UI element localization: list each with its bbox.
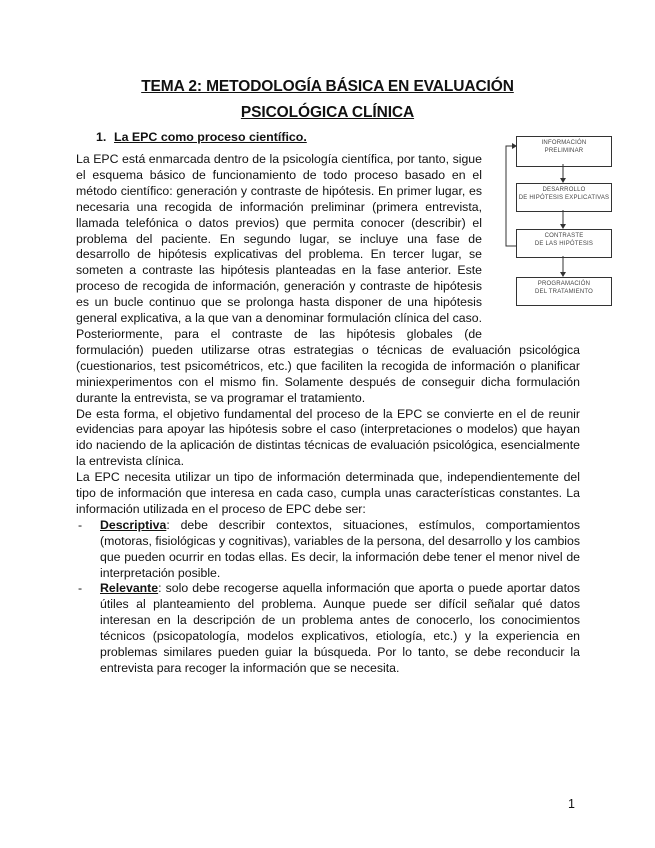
paragraph-1: La EPC está enmarcada dentro de la psicología científica, por tanto, sigue el esquema básico de funcionamiento de todo proceso basado en el método científico: generación y contraste de hipótesis. En primer lugar, es necesaria una recogida de información preliminar (primera entrevista, llamada telefónica o datos previos) que permita conocer (describir) el problema del paciente. En segundo lugar, se incluye una fase de desarrollo de hipótesis explicativas del problema. En tercer lugar, se someten a contraste las hipótesis planteadas en la fase anterior. Este proceso de recogida de información, generación y contraste de hipótesis es un bucle continuo que se prolonga hasta disponer de una hipótesis general explicativa, a la que van a denominar formulación clínica del caso. Posteriormente, para el contraste de las hipótesis globales (de formulación) pueden utilizarse otras estrategias o técnicas de evaluación psicológica (cuestionarios, test psicométricos, etc.) que faciliten la recogida de información o planificar miniexperimentos con el mismo fin. Solamente después de conseguir dicha formulación durante la entrevista, se va programar el tratamiento. [76,152,580,405]
flow-box-1-line-2: PRELIMINAR [544,147,584,154]
document-title-line-1: TEMA 2: METODOLOGÍA BÁSICA EN EVALUACIÓN [141,78,514,95]
list-dash: - [78,581,83,596]
paragraph-2: De esta forma, el objetivo fundamental del proceso de la EPC se convierte en el de reunir evidencias para apoyar las hipótesis sobre el caso (interpretaciones o modelos) que hayan ido naciendo de la aplicación de distintas técnicas de evaluación psicológica, esencialmente la entrevista clínica. [76,406,580,469]
list-item [76,581,580,676]
list-dash: - [78,517,83,532]
section-heading [96,130,307,144]
flow-box-3-line-2: DE LAS HIPÓTESIS [534,240,594,247]
requirements-list [76,518,580,677]
document-title-line-2: PSICOLÓGICA CLÍNICA [240,104,415,121]
list-item [76,518,580,582]
body-text [76,152,580,677]
page-number: 1 [568,797,575,811]
flow-box-3-line-1: CONTRASTE [544,233,584,239]
term-relevante: Relevante [100,581,159,596]
flow-box-4-line-1: PROGRAMACIÓN [537,281,591,287]
section-title: La EPC como proceso científico. [114,130,307,144]
flow-box-1-line-1: INFORMACIÓN [541,140,587,146]
section-number: 1. [96,130,107,144]
flow-box-2-line-2: DE HIPÓTESIS EXPLICATIVAS [518,194,610,201]
term-relevante-text: : solo debe recogerse aquella información que aporta o puede aportar datos útiles al planteamiento del problema. Aunque puede ser difícil señalar qué datos interesan en la descripción de un problema antes de conocerlo, los conocimientos técnicos (psicopatología, modelos explicativos, etiología, etc.) y la experiencia en problemas similares pueden guiar la búsqueda. Por lo tanto, se debe reconducir la entrevista para recoger la información que se necesita. [100,581,580,675]
flowchart-spacer [488,152,580,328]
paragraph-3: La EPC necesita utilizar un tipo de información determinada que, independientemente del tipo de información que interesa en cada caso, cumpla unas características constantes. La información utilizada en el proceso de EPC debe ser: [76,470,580,516]
flow-box-2-line-1: DESARROLLO [542,187,586,193]
term-descriptiva: Descriptiva [100,517,167,532]
term-descriptiva-text: : debe describir contextos, situaciones, estímulos, comportamientos (motoras, fisiológicas y cognitivas), variables de la persona, del desarrollo y los cambios que pueden ocurrir en todas ellas. Es decir, la información debe tener el menor nivel de interpretación posible. [100,517,580,580]
flow-box-4-line-2: DEL TRATAMIENTO [534,288,593,295]
